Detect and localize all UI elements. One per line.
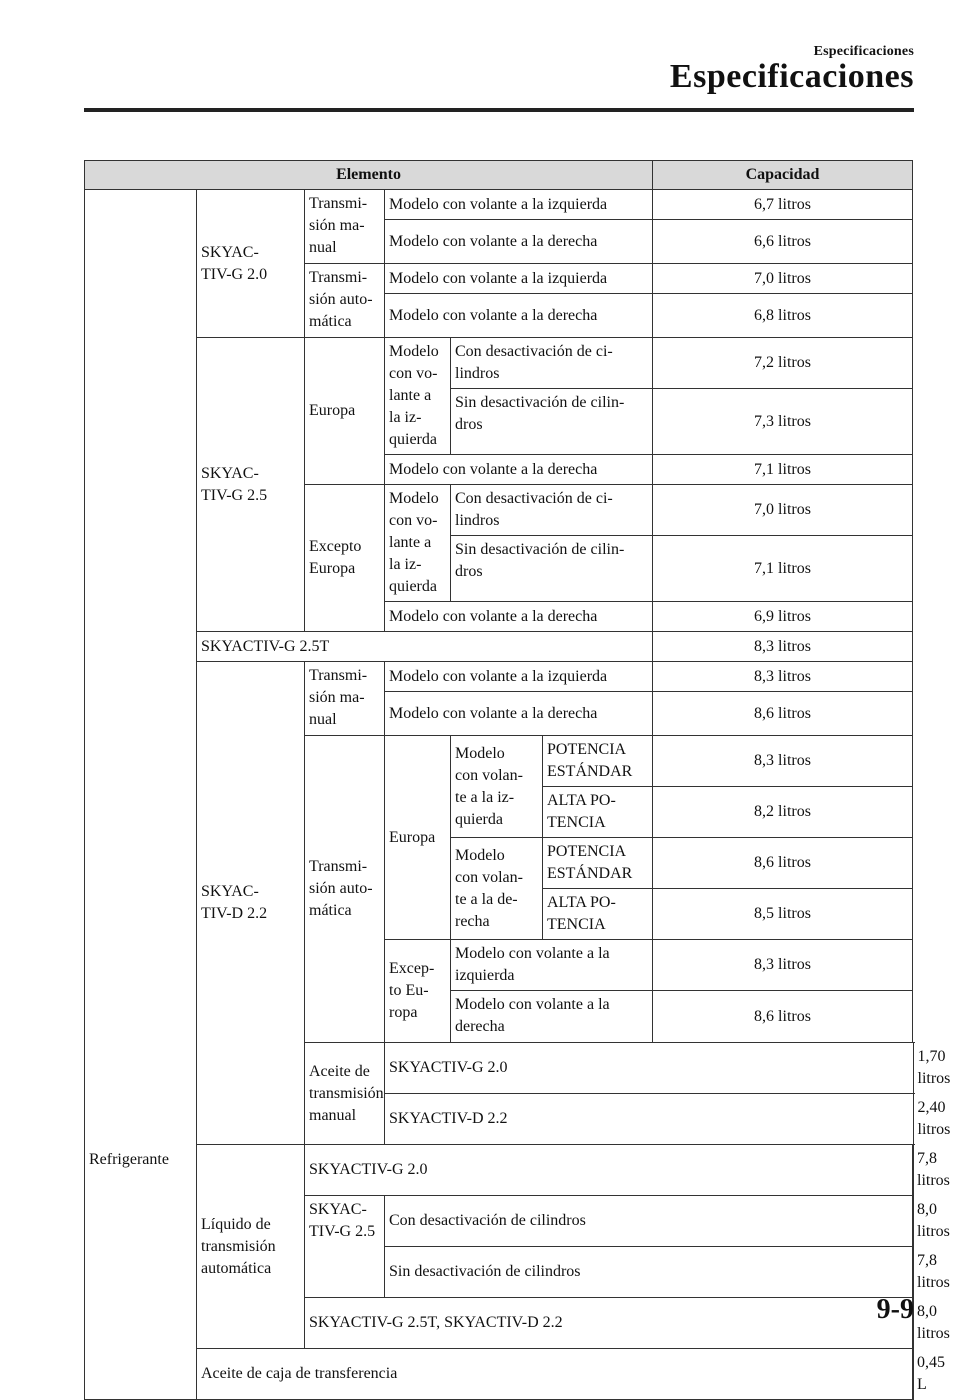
- capacity-cell: 1,70 litros: [917, 1048, 951, 1087]
- capacity-cell: 8,6 litros: [653, 838, 913, 889]
- desc-cell: SKYACTIV-G 2.5T: [197, 632, 653, 662]
- table-header-row: [85, 161, 914, 190]
- automatic-transmission: Transmi- sión auto- mática: [305, 264, 385, 338]
- capacity-cell: 8,0 litros: [917, 1201, 950, 1240]
- rhd-model: Modelo con volan- te a la de- recha: [451, 838, 543, 940]
- capacity-cell: 2,40 litros: [917, 1099, 951, 1138]
- capacity-cell: 6,8 litros: [653, 294, 913, 338]
- capacity-cell: 8,5 litros: [653, 889, 913, 940]
- engine-g20: SKYAC- TIV-G 2.0: [197, 190, 305, 338]
- desc-cell: Modelo con volante a la derecha: [385, 220, 653, 264]
- capacity-table: [84, 160, 951, 1400]
- desc-cell: Con desactivación de cilindros: [385, 1196, 913, 1247]
- capacity-cell: 0,45 L: [917, 1354, 945, 1393]
- desc-cell: Modelo con volante a la izquierda: [385, 190, 653, 220]
- capacity-cell: 8,3 litros: [653, 632, 913, 662]
- engine-g25: SKYAC- TIV-G 2.5: [197, 338, 305, 632]
- desc-cell: Modelo con volante a la izquierda: [451, 940, 653, 991]
- table-row: [85, 1349, 914, 1400]
- desc-cell: Modelo con volante a la derecha: [385, 455, 653, 485]
- desc-cell: Sin desactivación de cilin- dros: [451, 389, 653, 455]
- header-rule: [84, 108, 914, 112]
- manual-oil-label: Aceite de transmisión manual: [305, 1043, 385, 1145]
- capacity-cell: 7,8 litros: [917, 1150, 950, 1189]
- desc-cell: Modelo con volante a la derecha: [385, 602, 653, 632]
- capacity-cell: 7,2 litros: [653, 338, 913, 389]
- desc-cell: Con desactivación de ci- lindros: [451, 485, 653, 536]
- capacity-cell: 8,0 litros: [917, 1303, 950, 1342]
- desc-cell: Aceite de caja de transferencia: [197, 1349, 913, 1400]
- lhd-model: Modelo con volan- te a la iz- quierda: [451, 736, 543, 838]
- section-subtitle: Especificaciones: [813, 44, 914, 59]
- capacity-cell: 6,9 litros: [653, 602, 913, 632]
- refrigerant-label: Refrigerante: [85, 190, 197, 1400]
- capacity-cell: 7,3 litros: [653, 389, 913, 455]
- capacity-cell: 8,2 litros: [653, 787, 913, 838]
- desc-cell: SKYACTIV-D 2.2: [385, 1094, 914, 1145]
- table-row: [85, 632, 914, 662]
- engine-g25: SKYAC- TIV-G 2.5: [305, 1196, 385, 1298]
- power-standard: POTENCIA ESTÁNDAR: [543, 838, 653, 889]
- capacity-cell: 7,0 litros: [653, 264, 913, 294]
- capacity-cell: 8,6 litros: [653, 991, 913, 1043]
- lhd-model: Modelo con vo- lante a la iz- quierda: [385, 485, 451, 602]
- capacity-cell: 8,3 litros: [653, 662, 913, 692]
- manual-transmission: Transmi- sión ma- nual: [305, 190, 385, 264]
- manual-transmission: Transmi- sión ma- nual: [305, 662, 385, 736]
- engine-d22: SKYAC- TIV-D 2.2: [197, 662, 305, 1145]
- desc-cell: SKYACTIV-G 2.0: [305, 1145, 913, 1196]
- desc-cell: Sin desactivación de cilin- dros: [451, 536, 653, 602]
- lhd-model: Modelo con vo- lante a la iz- quierda: [385, 338, 451, 455]
- power-standard: POTENCIA ESTÁNDAR: [543, 736, 653, 787]
- atf-label: Líquido de transmisión automática: [197, 1145, 305, 1349]
- desc-cell: SKYACTIV-G 2.0: [385, 1043, 914, 1094]
- table-row: [85, 1145, 914, 1196]
- desc-cell: Con desactivación de ci- lindros: [451, 338, 653, 389]
- table-row: [85, 190, 914, 220]
- desc-cell: Modelo con volante a la derecha: [385, 294, 653, 338]
- desc-cell: Modelo con volante a la izquierda: [385, 662, 653, 692]
- capacity-cell: 7,0 litros: [653, 485, 913, 536]
- capacity-cell: 8,3 litros: [653, 940, 913, 991]
- capacity-cell: 7,1 litros: [653, 455, 913, 485]
- table-row: [85, 662, 914, 692]
- capacity-cell: 6,6 litros: [653, 220, 913, 264]
- region-europa: Europa: [385, 736, 451, 940]
- region-excepto-europa: Excep- to Eu- ropa: [385, 940, 451, 1043]
- desc-cell: Sin desactivación de cilindros: [385, 1247, 913, 1298]
- header-element: Elemento: [85, 161, 653, 190]
- capacity-cell: 7,1 litros: [653, 536, 913, 602]
- automatic-transmission: Transmi- sión auto- mática: [305, 736, 385, 1043]
- desc-cell: Modelo con volante a la izquierda: [385, 264, 653, 294]
- capacity-cell: 7,8 litros: [917, 1252, 950, 1291]
- region-europa: Europa: [305, 338, 385, 485]
- power-high: ALTA PO- TENCIA: [543, 889, 653, 940]
- capacity-cell: 6,7 litros: [653, 190, 913, 220]
- header-capacity: Capacidad: [653, 161, 913, 190]
- page-number: 9-9: [876, 1294, 914, 1325]
- capacity-cell: 8,6 litros: [653, 692, 913, 736]
- power-high: ALTA PO- TENCIA: [543, 787, 653, 838]
- desc-cell: Modelo con volante a la derecha: [385, 692, 653, 736]
- region-excepto-europa: Excepto Europa: [305, 485, 385, 632]
- desc-cell: Modelo con volante a la derecha: [451, 991, 653, 1043]
- desc-cell: SKYACTIV-G 2.5T, SKYACTIV-D 2.2: [305, 1298, 913, 1349]
- table-row: [85, 338, 914, 389]
- capacity-cell: 8,3 litros: [653, 736, 913, 787]
- section-title: Especificaciones: [669, 58, 914, 95]
